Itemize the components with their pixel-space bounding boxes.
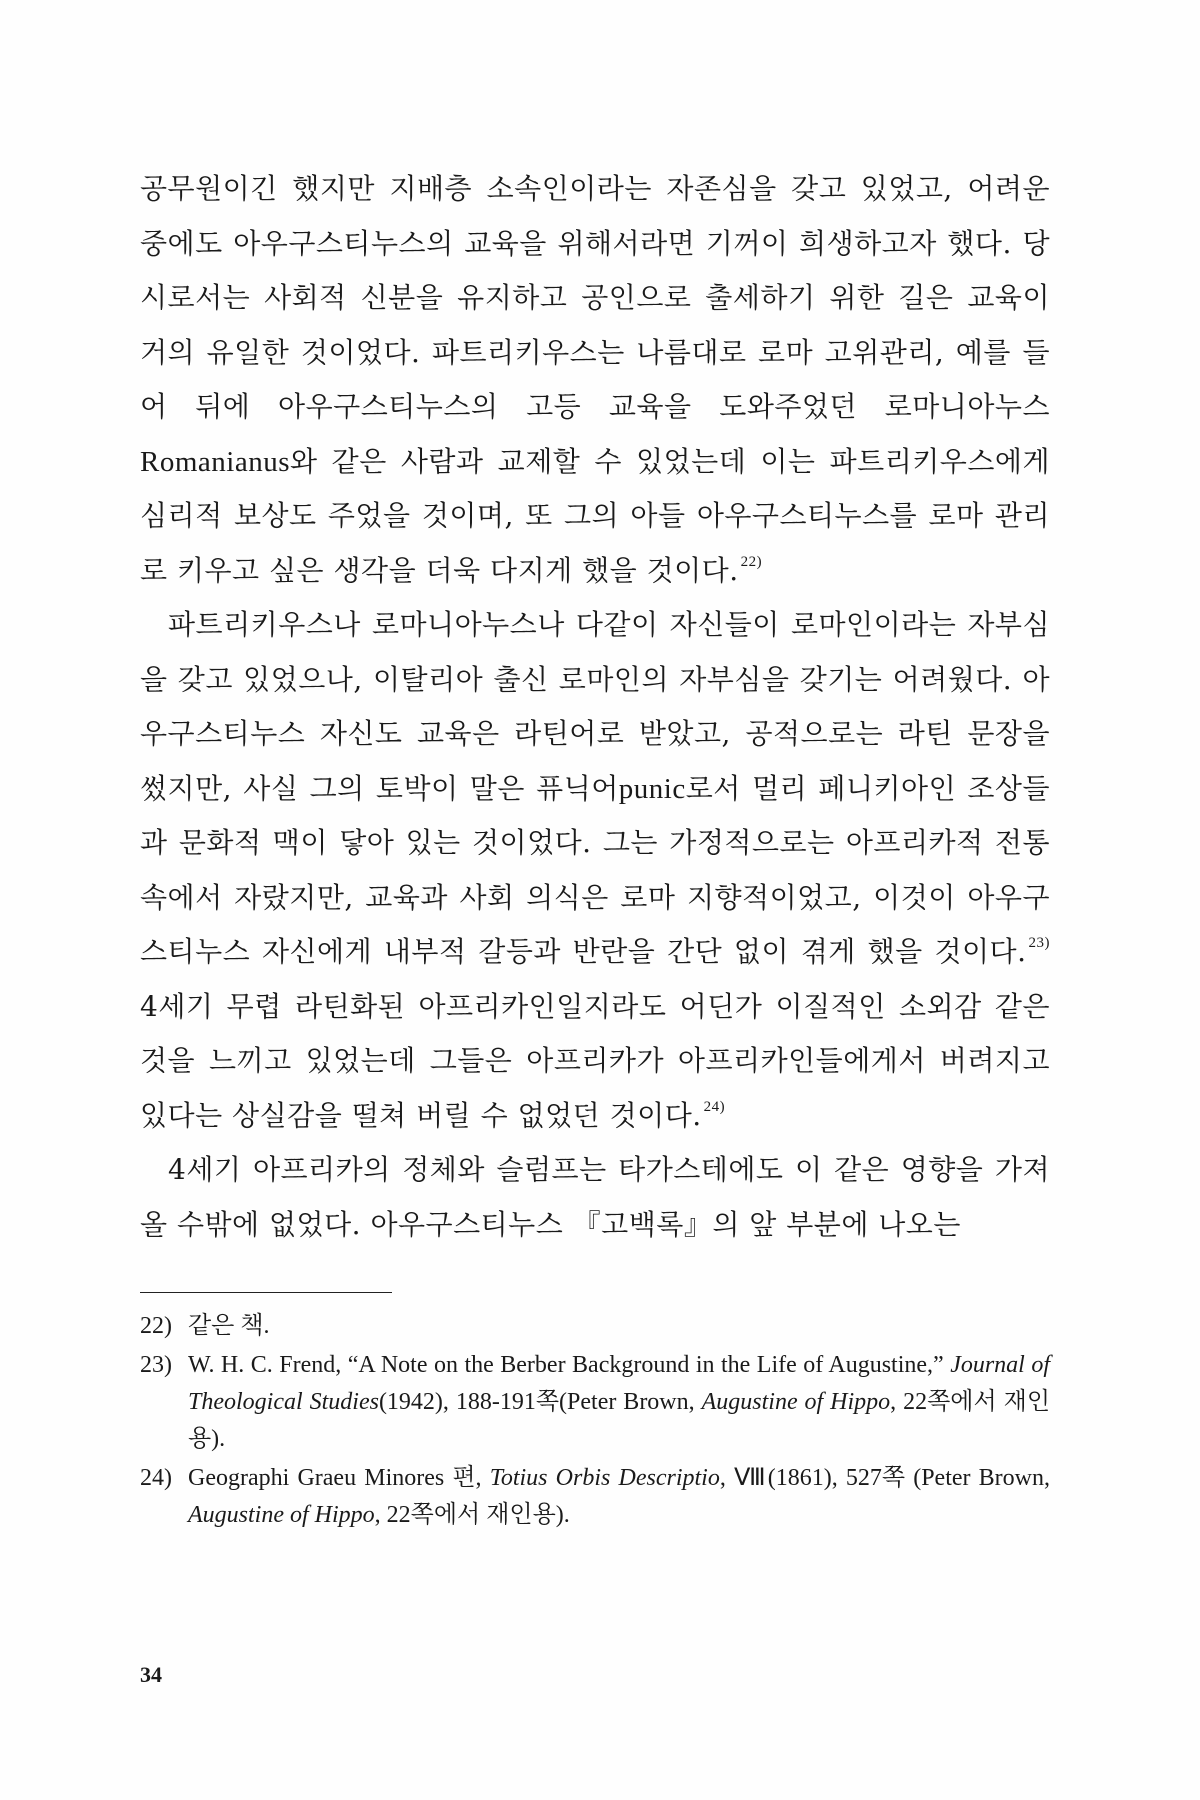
paragraph-2-text-b: 로서 멀리 페니키아인 조상들과 문화적 맥이 닿아 있는 것이었다. 그는 가정적으로는 아프리카적 전통 속에서 자랐지만, 교육과 사회 의식은 로마 지향적이었고, 이것이 아우구스티누스 자신에게 내부적 갈등과 반란을 간단 없이 겪게 했을 것이다. <box>140 771 1051 968</box>
footnote-23-citation: W. H. C. Frend, “A Note on the Berber Background in the Life of Augustine,” <box>188 1352 951 1378</box>
latin-term-punic: punic <box>618 772 686 805</box>
paragraph-3-text: 4세기 아프리카의 정체와 슬럼프는 타가스테에도 이 같은 영향을 가져올 수밖에 없었다. 아우구스티누스 『고백록』의 앞 부분에 나오는 <box>140 1153 1050 1241</box>
footnote-text <box>188 1308 1050 1345</box>
footnote-ref-22: 22) <box>740 553 763 570</box>
footnote-24 <box>140 1460 1050 1534</box>
paragraph-2-text-c: 4세기 무렵 라틴화된 아프리카인일지라도 어딘가 이질적인 소외감 같은 것을 느끼고 있었는데 그들은 아프리카가 아프리카인들에게서 버려지고 있다는 상실감을 떨쳐 버릴 수 없었던 것이다. <box>140 989 1050 1132</box>
footnote-23-note: , 22쪽에서 재인용). <box>188 1389 1050 1452</box>
latin-term-romanianus: Romanianus <box>140 445 290 478</box>
footnote-22-text: 같은 책. <box>188 1313 270 1339</box>
paragraph-1-tail: 와 같은 사람과 교제할 수 있었는데 이는 파트리키우스에게 심리적 보상도 주었을 것이며, 또 그의 아들 아우구스티누스를 로마 관리로 키우고 싶은 생각을 더욱 다지게 했을 것이다. <box>140 444 1050 587</box>
paragraph-1 <box>140 162 1050 598</box>
paragraph-1-text: 공무원이긴 했지만 지배층 소속인이라는 자존심을 갖고 있었고, 어려운 중에도 아우구스티누스의 교육을 위해서라면 기꺼이 희생하고자 했다. 당시로서는 사회적 신분을 유지하고 공인으로 출세하기 위한 길은 교육이 거의 유일한 것이었다. 파트리키우스는 나름대로 로마 고위관리, 예를 들어 뒤에 아우구스티누스의 고등 교육을 도와주었던 로마니아누스 <box>140 172 1050 423</box>
footnote-text <box>188 1460 1050 1534</box>
footnote-23 <box>140 1347 1050 1458</box>
body-text <box>140 162 1050 1252</box>
paragraph-2-text-a: 파트리키우스나 로마니아누스나 다같이 자신들이 로마인이라는 자부심을 갖고 있었으나, 이탈리아 출신 로마인의 자부심을 갖기는 어려웠다. 아우구스티누스 자신도 교육은 라틴어로 받았고, 공적으로는 라틴 문장을 썼지만, 사실 그의 토박이 말은 퓨닉어 <box>140 608 1050 805</box>
footnote-24-note: , 22쪽에서 재인용). <box>374 1502 570 1528</box>
footnote-23-pages: (1942), 188-191쪽(Peter Brown, <box>378 1389 702 1415</box>
footnote-ref-23: 23) <box>1028 935 1050 951</box>
footnote-number: 22) <box>140 1313 172 1339</box>
footnote-24-citation: Geographi Graeu Minores 편, <box>188 1465 490 1491</box>
footnote-23-journal-title: Journal of Theological Studies <box>188 1352 1050 1415</box>
footnote-24-pages: , Ⅷ(1861), 527쪽 (Peter Brown, <box>719 1465 1050 1491</box>
footnote-24-work-title: Totius Orbis Descriptio <box>489 1465 720 1491</box>
footnote-number: 24) <box>140 1465 172 1491</box>
footnote-text <box>188 1347 1050 1458</box>
paragraph-2 <box>140 598 1050 1143</box>
footnote-ref-24: 24) <box>703 1098 726 1115</box>
footnote-number: 23) <box>140 1352 172 1378</box>
footnotes <box>140 1308 1050 1536</box>
footnote-divider <box>140 1292 392 1293</box>
footnote-22 <box>140 1308 1050 1345</box>
footnote-23-book-title: Augustine of Hippo <box>701 1389 891 1415</box>
paragraph-3 <box>140 1143 1050 1252</box>
footnote-24-book-title: Augustine of Hippo <box>188 1502 375 1528</box>
page-number: 34 <box>140 1662 162 1687</box>
